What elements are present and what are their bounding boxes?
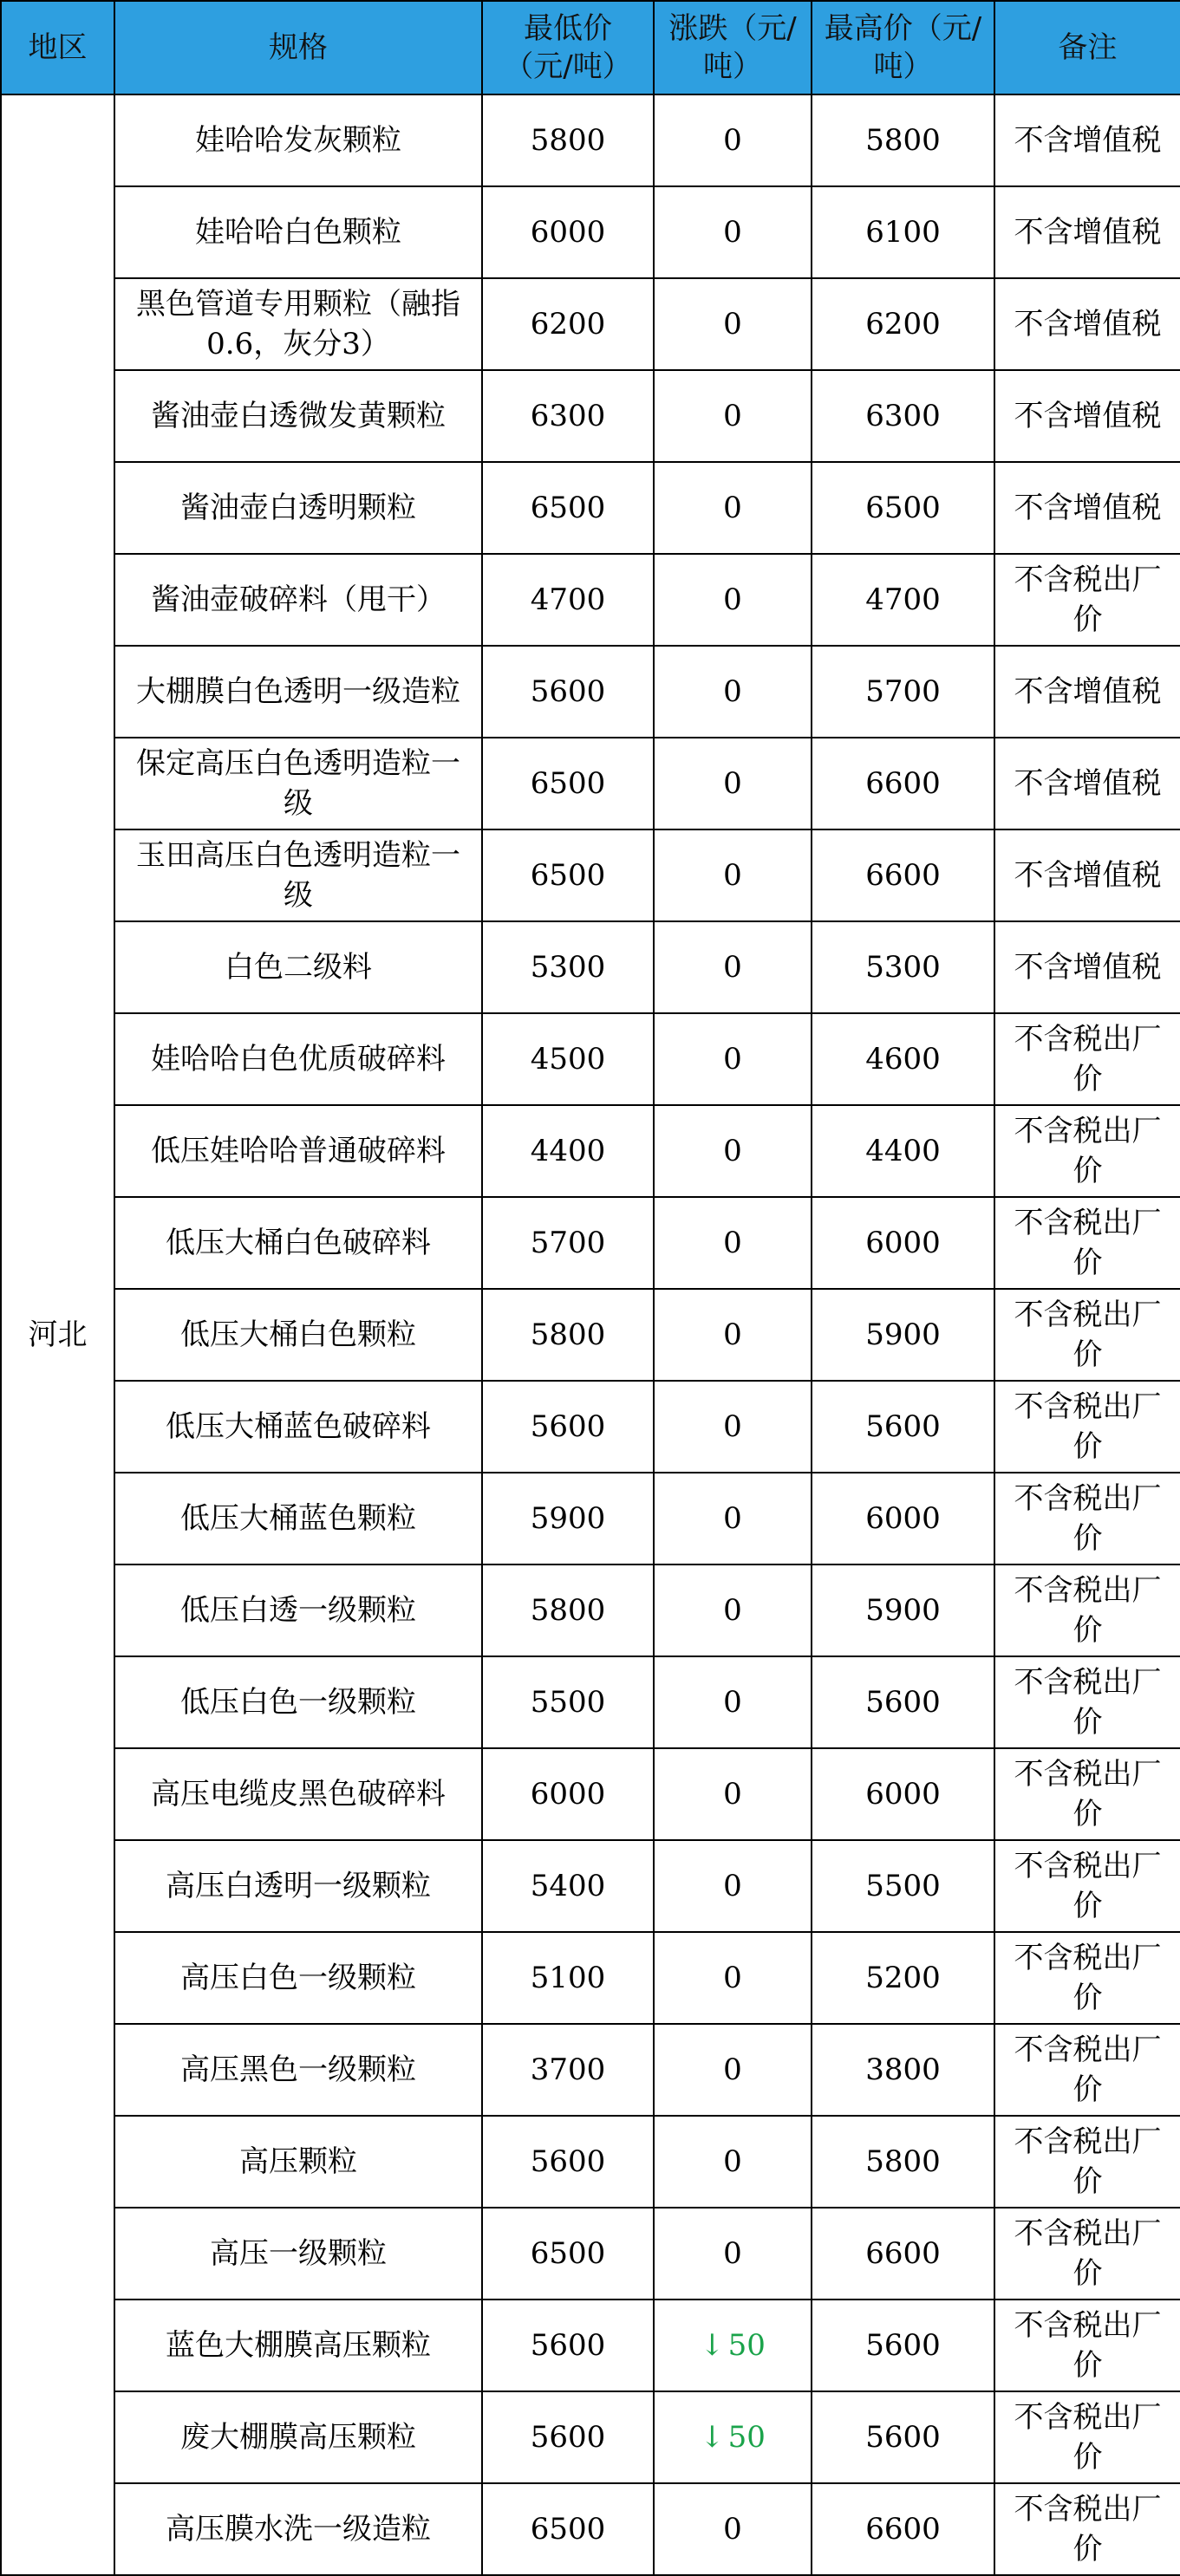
max-price-cell: 6500 xyxy=(812,462,994,554)
min-price-cell: 5600 xyxy=(482,2116,654,2208)
min-price-cell: 5600 xyxy=(482,1381,654,1473)
spec-cell: 蓝色大棚膜高压颗粒 xyxy=(114,2300,482,2391)
spec-cell: 高压白透明一级颗粒 xyxy=(114,1840,482,1932)
table-row xyxy=(1,646,1180,738)
note-cell: 不含税出厂价 xyxy=(994,2024,1180,2116)
note-cell: 不含增值税 xyxy=(994,94,1180,186)
min-price-cell: 6000 xyxy=(482,186,654,278)
spec-cell: 娃哈哈白色优质破碎料 xyxy=(114,1013,482,1105)
header-change: 涨跌（元/吨） xyxy=(654,1,812,94)
spec-cell: 酱油壶白透微发黄颗粒 xyxy=(114,370,482,462)
table-row xyxy=(1,1381,1180,1473)
change-cell: 0 xyxy=(654,1289,812,1381)
table-row xyxy=(1,278,1180,370)
spec-cell: 白色二级料 xyxy=(114,921,482,1013)
table-row xyxy=(1,1197,1180,1289)
note-cell: 不含税出厂价 xyxy=(994,2300,1180,2391)
change-value: 50 xyxy=(727,2420,766,2455)
min-price-cell: 6500 xyxy=(482,2208,654,2300)
spec-cell: 低压大桶蓝色破碎料 xyxy=(114,1381,482,1473)
note-cell: 不含税出厂价 xyxy=(994,1289,1180,1381)
spec-cell: 低压白色一级颗粒 xyxy=(114,1656,482,1748)
note-cell: 不含增值税 xyxy=(994,186,1180,278)
table-row xyxy=(1,2391,1180,2483)
change-cell: 0 xyxy=(654,1473,812,1564)
header-min-price: 最低价（元/吨） xyxy=(482,1,654,94)
max-price-cell: 5900 xyxy=(812,1564,994,1656)
change-cell: 0 xyxy=(654,1840,812,1932)
max-price-cell: 6200 xyxy=(812,278,994,370)
change-cell: 0 xyxy=(654,1656,812,1748)
table-row xyxy=(1,2024,1180,2116)
spec-cell: 大棚膜白色透明一级造粒 xyxy=(114,646,482,738)
note-cell: 不含增值税 xyxy=(994,829,1180,921)
min-price-cell: 5600 xyxy=(482,2391,654,2483)
min-price-cell: 5400 xyxy=(482,1840,654,1932)
min-price-cell: 5800 xyxy=(482,1289,654,1381)
table-row xyxy=(1,1013,1180,1105)
min-price-cell: 4500 xyxy=(482,1013,654,1105)
change-cell: 0 xyxy=(654,921,812,1013)
header-spec: 规格 xyxy=(114,1,482,94)
spec-cell: 黑色管道专用颗粒（融指0.6，灰分3） xyxy=(114,278,482,370)
change-cell: 0 xyxy=(654,1197,812,1289)
note-cell: 不含增值税 xyxy=(994,738,1180,829)
min-price-cell: 6300 xyxy=(482,370,654,462)
min-price-cell: 6500 xyxy=(482,829,654,921)
max-price-cell: 4400 xyxy=(812,1105,994,1197)
table-row xyxy=(1,921,1180,1013)
table-row xyxy=(1,1656,1180,1748)
note-cell: 不含增值税 xyxy=(994,370,1180,462)
change-cell: 0 xyxy=(654,2483,812,2575)
change-cell: 0 xyxy=(654,646,812,738)
table-row xyxy=(1,1932,1180,2024)
min-price-cell: 4700 xyxy=(482,554,654,646)
note-cell: 不含税出厂价 xyxy=(994,1197,1180,1289)
table-row xyxy=(1,554,1180,646)
min-price-cell: 5300 xyxy=(482,921,654,1013)
max-price-cell: 6600 xyxy=(812,2483,994,2575)
max-price-cell: 5300 xyxy=(812,921,994,1013)
change-cell: 0 xyxy=(654,2116,812,2208)
spec-cell: 玉田高压白色透明造粒一级 xyxy=(114,829,482,921)
max-price-cell: 5600 xyxy=(812,2391,994,2483)
change-cell: 0 xyxy=(654,554,812,646)
change-cell: 0 xyxy=(654,186,812,278)
table-row xyxy=(1,2300,1180,2391)
min-price-cell: 4400 xyxy=(482,1105,654,1197)
spec-cell: 高压电缆皮黑色破碎料 xyxy=(114,1748,482,1840)
table-row xyxy=(1,2483,1180,2575)
max-price-cell: 6000 xyxy=(812,1473,994,1564)
max-price-cell: 6600 xyxy=(812,2208,994,2300)
change-cell: 0 xyxy=(654,370,812,462)
min-price-cell: 6500 xyxy=(482,2483,654,2575)
table-row xyxy=(1,1748,1180,1840)
spec-cell: 高压黑色一级颗粒 xyxy=(114,2024,482,2116)
max-price-cell: 5600 xyxy=(812,1656,994,1748)
region-cell: 河北 xyxy=(1,94,114,2575)
header-note: 备注 xyxy=(994,1,1180,94)
change-cell: 0 xyxy=(654,94,812,186)
max-price-cell: 6100 xyxy=(812,186,994,278)
min-price-cell: 5700 xyxy=(482,1197,654,1289)
spec-cell: 高压一级颗粒 xyxy=(114,2208,482,2300)
note-cell: 不含税出厂价 xyxy=(994,2208,1180,2300)
note-cell: 不含税出厂价 xyxy=(994,2483,1180,2575)
change-cell: 0 xyxy=(654,2208,812,2300)
table-row xyxy=(1,1289,1180,1381)
change-cell: 0 xyxy=(654,1013,812,1105)
spec-cell: 娃哈哈白色颗粒 xyxy=(114,186,482,278)
note-cell: 不含税出厂价 xyxy=(994,554,1180,646)
spec-cell: 低压娃哈哈普通破碎料 xyxy=(114,1105,482,1197)
header-row xyxy=(1,1,1180,94)
max-price-cell: 6300 xyxy=(812,370,994,462)
max-price-cell: 6600 xyxy=(812,738,994,829)
spec-cell: 废大棚膜高压颗粒 xyxy=(114,2391,482,2483)
change-cell: 0 xyxy=(654,462,812,554)
change-cell: 0 xyxy=(654,829,812,921)
note-cell: 不含增值税 xyxy=(994,646,1180,738)
min-price-cell: 6500 xyxy=(482,738,654,829)
max-price-cell: 5200 xyxy=(812,1932,994,2024)
change-cell: 0 xyxy=(654,1932,812,2024)
spec-cell: 低压大桶白色颗粒 xyxy=(114,1289,482,1381)
change-cell: 0 xyxy=(654,1381,812,1473)
max-price-cell: 3800 xyxy=(812,2024,994,2116)
table-row xyxy=(1,1840,1180,1932)
max-price-cell: 6000 xyxy=(812,1748,994,1840)
min-price-cell: 6200 xyxy=(482,278,654,370)
change-cell xyxy=(654,2391,812,2483)
note-cell: 不含税出厂价 xyxy=(994,1840,1180,1932)
max-price-cell: 6600 xyxy=(812,829,994,921)
spec-cell: 酱油壶破碎料（甩干） xyxy=(114,554,482,646)
change-cell: 0 xyxy=(654,2024,812,2116)
note-cell: 不含税出厂价 xyxy=(994,1105,1180,1197)
max-price-cell: 5500 xyxy=(812,1840,994,1932)
change-cell: 0 xyxy=(654,1748,812,1840)
max-price-cell: 4700 xyxy=(812,554,994,646)
note-cell: 不含税出厂价 xyxy=(994,1932,1180,2024)
spec-cell: 低压大桶蓝色颗粒 xyxy=(114,1473,482,1564)
max-price-cell: 5600 xyxy=(812,1381,994,1473)
header-region: 地区 xyxy=(1,1,114,94)
max-price-cell: 5800 xyxy=(812,94,994,186)
spec-cell: 高压颗粒 xyxy=(114,2116,482,2208)
min-price-cell: 5600 xyxy=(482,2300,654,2391)
table-row xyxy=(1,738,1180,829)
table-body xyxy=(1,94,1180,2575)
min-price-cell: 6500 xyxy=(482,462,654,554)
change-cell xyxy=(654,2300,812,2391)
arrow-down-icon: ↓ xyxy=(700,2328,725,2363)
spec-cell: 低压白透一级颗粒 xyxy=(114,1564,482,1656)
table-row xyxy=(1,829,1180,921)
note-cell: 不含税出厂价 xyxy=(994,1564,1180,1656)
table-row xyxy=(1,186,1180,278)
min-price-cell: 6000 xyxy=(482,1748,654,1840)
change-cell: 0 xyxy=(654,278,812,370)
spec-cell: 娃哈哈发灰颗粒 xyxy=(114,94,482,186)
spec-cell: 高压白色一级颗粒 xyxy=(114,1932,482,2024)
max-price-cell: 5800 xyxy=(812,2116,994,2208)
table-row xyxy=(1,1473,1180,1564)
spec-cell: 酱油壶白透明颗粒 xyxy=(114,462,482,554)
min-price-cell: 5800 xyxy=(482,1564,654,1656)
note-cell: 不含增值税 xyxy=(994,921,1180,1013)
note-cell: 不含税出厂价 xyxy=(994,1748,1180,1840)
max-price-cell: 6000 xyxy=(812,1197,994,1289)
min-price-cell: 3700 xyxy=(482,2024,654,2116)
table-row xyxy=(1,462,1180,554)
note-cell: 不含税出厂价 xyxy=(994,1473,1180,1564)
max-price-cell: 4600 xyxy=(812,1013,994,1105)
header-max-price: 最高价（元/吨） xyxy=(812,1,994,94)
note-cell: 不含增值税 xyxy=(994,278,1180,370)
table-row xyxy=(1,2116,1180,2208)
change-cell: 0 xyxy=(654,1105,812,1197)
min-price-cell: 5900 xyxy=(482,1473,654,1564)
table-row xyxy=(1,370,1180,462)
spec-cell: 保定高压白色透明造粒一级 xyxy=(114,738,482,829)
max-price-cell: 5600 xyxy=(812,2300,994,2391)
change-value: 50 xyxy=(727,2328,766,2363)
arrow-down-icon: ↓ xyxy=(700,2420,725,2455)
table-row xyxy=(1,1105,1180,1197)
spec-cell: 低压大桶白色破碎料 xyxy=(114,1197,482,1289)
max-price-cell: 5900 xyxy=(812,1289,994,1381)
change-cell: 0 xyxy=(654,738,812,829)
note-cell: 不含税出厂价 xyxy=(994,1656,1180,1748)
table-row xyxy=(1,94,1180,186)
note-cell: 不含税出厂价 xyxy=(994,1013,1180,1105)
note-cell: 不含增值税 xyxy=(994,462,1180,554)
table-row xyxy=(1,1564,1180,1656)
table-row xyxy=(1,2208,1180,2300)
spec-cell: 高压膜水洗一级造粒 xyxy=(114,2483,482,2575)
note-cell: 不含税出厂价 xyxy=(994,2116,1180,2208)
note-cell: 不含税出厂价 xyxy=(994,2391,1180,2483)
note-cell: 不含税出厂价 xyxy=(994,1381,1180,1473)
max-price-cell: 5700 xyxy=(812,646,994,738)
min-price-cell: 5600 xyxy=(482,646,654,738)
min-price-cell: 5500 xyxy=(482,1656,654,1748)
min-price-cell: 5800 xyxy=(482,94,654,186)
min-price-cell: 5100 xyxy=(482,1932,654,2024)
change-cell: 0 xyxy=(654,1564,812,1656)
